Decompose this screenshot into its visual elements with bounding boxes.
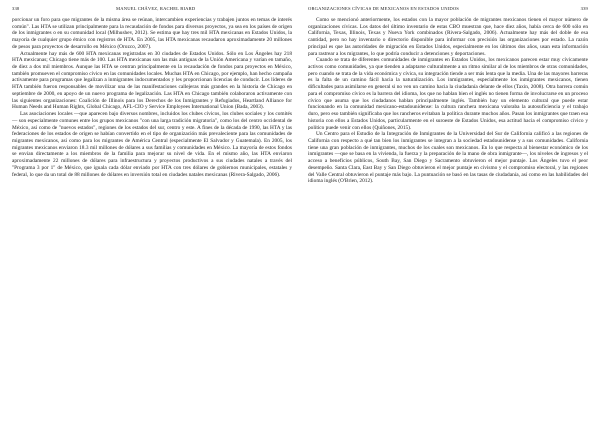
right-page xyxy=(300,0,600,431)
left-paragraph-1: porcionar un foro para que migrantes de la misma área se reúnan, intercambien experiencias y trabajen juntos en temas de interés común". Las HTA se utilizan principalmente para la recaudación de fondos para diversos proyectos, ya sea en los países de origen de los inmigrantes o en su comunidad local (Milhushev, 2012). Se estima que hay tres mil HTA mexicanas en Estados Unidos, la mayoría de cualquier grupo étnico con registros de HTA. En 2005, las HTA mexicanas recaudaron aproximadamente 20 millones de pesos para proyectos de desarrollo en México (Orozco, 2007). xyxy=(12,17,292,50)
left-paragraph-2: Actualmente hay más de 600 HTA mexicanas registradas en 30 ciudades de Estados Unidos. Sólo en Los Ángeles hay 218 HTA mexicanas; Chicago tiene más de 100. Las HTA mexicanas son las más antiguas de la Unión Americana y varían en tamaño, de diez a dos mil miembros. Aunque las HTA se centran principalmente en la recaudación de fondos para proyectos en México, también promueven el compromiso cívico en las comunidades locales. Muchas HTA en Chicago, por ejemplo, han hecho campaña activamente para programas que legalizan a inmigrantes indocumentados y les proporcionan licencias de conducir. Los líderes de HTA también fueron responsables de movilizar una de las manifestaciones callejeras más grandes en la historia de Chicago en septiembre de 2000, en apoyo de un nuevo programa de legalización. Las HTA en Chicago también colaboraron activamente con las siguientes organizaciones: Coalición de Illinois para los Derechos de los Inmigrantes y Refugiados, Heartland Alliance for Human Needs and Human Rights, Global Chicago, AFL-CIO y Service Employees International Union (Bada, 2003). xyxy=(12,50,292,111)
right-running-head-title: ORGANIZACIONES CÍVICAS DE MEXICANOS EN ESTADOS UNIDOS xyxy=(308,6,460,11)
left-page-number: 338 xyxy=(12,6,20,11)
right-paragraph-2: Cuando se trata de diferentes comunidades de inmigrantes en Estados Unidos, los mexicanos parecen estar muy cívicamente activos como comunidades, ya que tienden a adaptarse culturalmente a un ritmo similar al de los miembros de otras comunidades, pero cuando se trata de la vida económica y cívica, su integración tiende a ser más lenta que la media. Una de las mayores barreras es la falta de un camino fácil hacia la naturalización. Los inmigrantes, especialmente los inmigrantes mexicanos, tienen dificultades para asimilarse en general si no ven un camino hacia la ciudadanía delante de ellos (Taxin, 2008). Otra barrera común para el compromiso cívico es la barrera del idioma, los que no hablan bien el inglés no tienen forma de involucrarse en un proceso cívico que asuma que los ciudadanos hablan principalmente inglés. También hay un elemento cultural que puede estar funcionando en la comunidad mexicano-estadounidense: la cultura ranchera mexicana valoraba la autosuficiencia y el trabajo duro, pero eso también significaba que los rancheros evitaban la política durante muchos años. Pasan los inmigrantes que traen esa historia con ellos a Estados Unidos, particularmente en el suroeste de Estados Unidos, esa actitud hacia el compromiso cívico y político puede venir con ellos (Quiñones, 2015). xyxy=(308,57,588,131)
left-body-text xyxy=(12,17,292,178)
right-paragraph-1: Como se mencionó anteriormente, los estados con la mayor población de migrantes mexicanos tienen el mayor número de organizaciones cívicas. Los datos del último inventario de estas CBO muestran que, hace diez años, había cerca de 600 sólo en California, Texas, Illinois, Texas y Nueva York combinados (Rivera-Salgado, 2006). Actualmente hay más del doble de esa cantidad, pero no hay inventario o directorio disponible para informar con precisión las organizaciones por estado. La razón principal es que las autoridades de migración en Estados Unidos, especialmente en los últimos dos años, usan esta información para rastrear a los migrantes, lo que podría conducir a detenciones y deportaciones. xyxy=(308,17,588,57)
left-running-header xyxy=(12,6,292,15)
left-running-head-title: MANUEL CHÁVEZ, RACHEL BIARD xyxy=(116,6,196,11)
right-paragraph-3: Un Centro para el Estudio de la Integración de Inmigrantes de la Universidad del Sur de California calificó a las regiones de California con respecto a qué tan bien los inmigrantes se integran a la sociedad estadounidense y a sus comunidades. California tiene una gran población de inmigrantes, muchos de los cuales son mexicanos. En lo que respecta al bienestar económico de los inmigrantes —que se basa en la vivienda, la fuerza y la preparación de la mano de obra inmigrante—, los niveles de ingresos y el acceso a beneficios públicos, South Bay, San Diego y Sacramento obtuvieron el mejor puntaje. Los Ángeles tuvo el peor desempeño. Santa Clara, East Bay y San Diego obtuvieron el mejor puntaje en civismo y el compromiso electoral, y las regiones del Valle Central obtuvieron el puntaje más bajo. La puntuación se basó en las tasas de ciudadanía, así como en las habilidades del idioma inglés (O'Brien, 2012). xyxy=(308,131,588,185)
right-page-number: 339 xyxy=(580,6,588,11)
right-body-text xyxy=(308,17,588,185)
right-running-header xyxy=(308,6,588,15)
left-paragraph-3: Las asociaciones locales —que aparecen bajo diversos nombres, incluidos los clubes cívicos, los clubes sociales y los comités— son especialmente comunes entre los grupos mexicanos "con una larga tradición migratoria", como los del centro occidental de México, así como de "nuevos estados", regiones de los estados del sur, centro y este. A fines de la década de 1990, las HTA y las federaciones de los estados de origen se habían convertido en el tipo de organización más prevaleciente para las comunidades de migrantes mexicanos, así como para los migrantes de América Central (especialmente El Salvador y Guatemala). En 2005, los migrantes mexicanos enviaron 18.3 mil millones de dólares a sus familias y comunidades en México. La mayoría de estos fondos se envían directamente a los miembros de la familia para mejorar su nivel de vida. En el mismo año, las HTA enviaron aproximadamente 22 millones de dólares para infraestructura y proyectos productivos a sus ciudades natales a través del "Programa 3 por 1" de México, que iguala cada dólar enviado por HTA con tres dólares de gobiernos municipales, estatales y federal, lo que da un total de 88 millones de dólares en inversión total en ciudades natales mexicanas (Rivera-Salgado, 2006). xyxy=(12,111,292,178)
